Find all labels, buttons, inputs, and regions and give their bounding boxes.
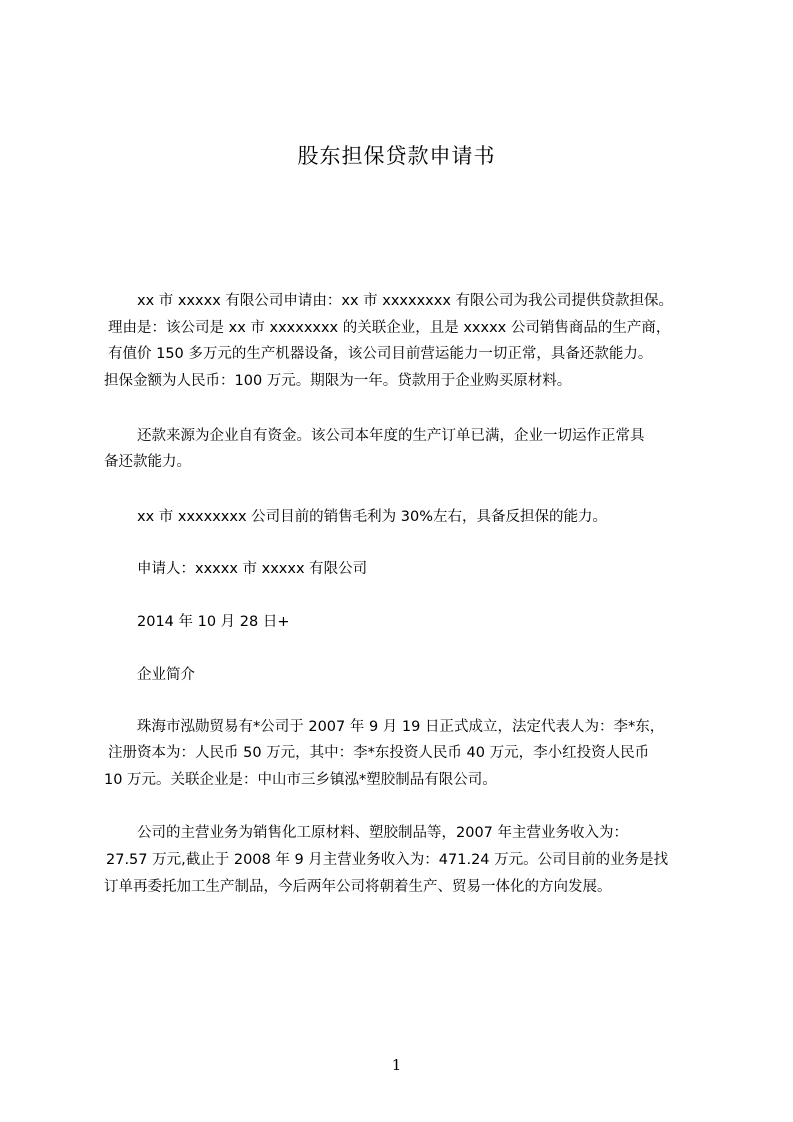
paragraph-line: 珠海市泓勋贸易有*公司于 2007 年 9 月 19 日正式成立，法定代表人为：李*东，	[137, 719, 665, 735]
page-number: 1	[391, 1056, 402, 1074]
paragraph-line: 订单再委托加工生产制品，今后两年公司将朝着生产、贸易一体化的方向发展。	[104, 879, 612, 895]
document-title: 股东担保贷款申请书	[297, 144, 496, 168]
paragraph-line: 还款来源为企业自有资金。该公司本年度的生产订单已满，企业一切运作正常具	[137, 428, 645, 444]
paragraph-line: 27.57 万元,截止于 2008 年 9 月主营业务收入为：471.24 万元。公司目前的业务是找	[106, 852, 669, 868]
paragraph-line: xx 市 xxxxx 有限公司申请由：xx 市 xxxxxxxx 有限公司为我公司提供贷款担保。	[137, 293, 674, 309]
paragraph-line: 担保金额为人民币：100 万元。期限为一年。贷款用于企业购买原材料。	[104, 373, 572, 389]
paragraph-line: 注册资本为：人民币 50 万元，其中：李*东投资人民币 40 万元，李小红投资人民币	[108, 745, 650, 761]
applicant-line: 申请人：xxxxx 市 xxxxx 有限公司	[137, 561, 368, 577]
paragraph-line: 理由是：该公司是 xx 市 xxxxxxxx 的关联企业，且是 xxxxx 公司销售商品的生产商，	[108, 320, 671, 336]
section-heading: 企业简介	[137, 667, 195, 683]
paragraph-line: 有值价 150 多万元的生产机器设备，该公司目前营运能力一切正常，具备还款能力。	[108, 346, 653, 362]
date-line: 2014 年 10 月 28 日+	[137, 614, 290, 630]
paragraph-line: 10 万元。关联企业是：中山市三乡镇泓*塑胶制品有限公司。	[104, 772, 497, 788]
paragraph-line: xx 市 xxxxxxxx 公司目前的销售毛利为 30%左右，具备反担保的能力。	[137, 509, 607, 525]
paragraph-line: 备还款能力。	[104, 454, 191, 470]
paragraph-line: 公司的主营业务为销售化工原材料、塑胶制品等，2007 年主营业务收入为：	[137, 825, 629, 841]
